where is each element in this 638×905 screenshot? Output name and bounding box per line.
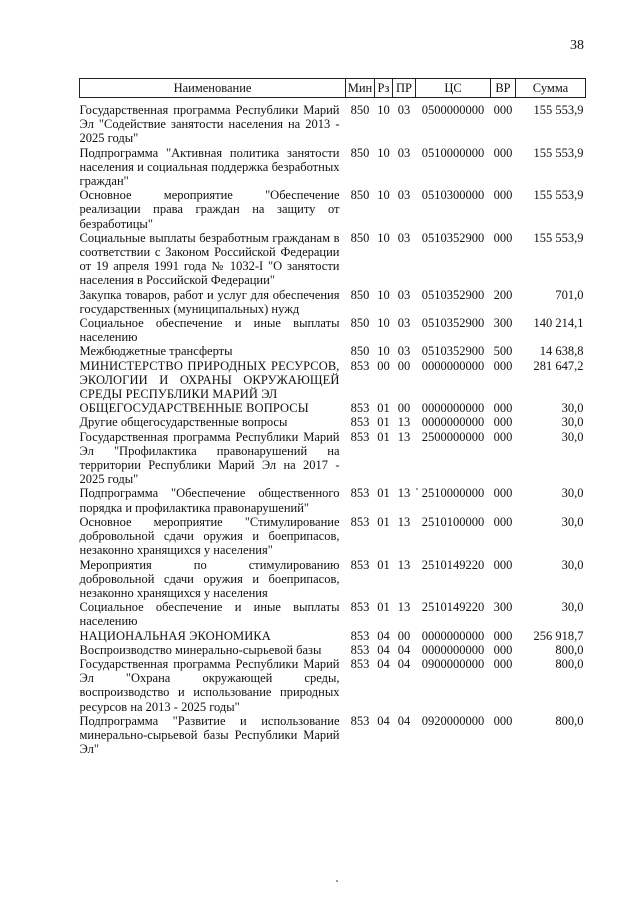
row-sum: 30,0 [561,415,584,430]
row-rz: 01 [377,600,390,615]
row-rz: 01 [377,401,390,416]
budget-table [79,78,586,756]
row-min: 853 [350,514,370,529]
row-pr: 03 [397,316,411,331]
row-sum: 800,0 [555,713,584,728]
row-min: 853 [350,358,370,373]
row-cs: 0900000000 [421,656,485,671]
row-sum: 30,0 [561,557,584,572]
row-name: ОБЩЕГОСУДАРСТВЕННЫЕ ВОПРОСЫ [79,401,309,416]
row-vr: 000 [493,486,513,501]
row-min: 853 [350,401,370,416]
row-cs: 0510352900 [421,287,485,302]
row-min: 850 [350,103,370,117]
row-rz: 01 [377,486,390,501]
table-row [80,188,586,231]
row-cs: 0920000000 [421,713,485,728]
row-pr: 03 [397,188,411,203]
table-row [80,401,586,415]
row-vr: 000 [493,188,513,203]
row-min: 850 [350,344,370,359]
row-vr: 000 [493,713,513,728]
row-vr: 500 [493,344,513,359]
table-row [80,231,586,288]
table-row [80,486,586,514]
table-row [80,629,586,643]
row-sum: 281 647,2 [533,358,584,373]
row-vr: 000 [493,628,513,643]
row-sum: 155 553,9 [533,188,584,203]
row-cs: 0000000000 [421,642,485,657]
table-row [80,359,586,402]
row-pr: 04 [397,642,411,657]
row-cs: 0510352900 [421,316,485,331]
row-cs: 0000000000 [421,358,485,373]
row-cs: 0510352900 [421,344,485,359]
row-rz: 01 [377,429,390,444]
row-name: Социальные выплаты безработным гражданам в соответствии с Законом Российской Федерации от 19 апреля 1991 года № 1032-I "О занятости населения в Российской Федерации" [79,230,340,288]
table-row [80,558,586,601]
row-sum: 155 553,9 [533,145,584,160]
row-vr: 000 [493,145,513,160]
row-cs: 2510000000 [421,486,485,501]
row-vr: 000 [493,415,513,430]
row-vr: 000 [493,358,513,373]
row-pr: 00 [397,628,411,643]
row-vr: 000 [493,514,513,529]
row-pr: 13 [397,429,411,444]
row-pr: 13 [397,557,411,572]
row-sum: 30,0 [561,401,584,416]
row-sum: 155 553,9 [533,230,584,245]
row-min: 853 [350,600,370,615]
row-cs: 0000000000 [421,628,485,643]
scan-speck [416,488,418,490]
row-rz: 10 [377,344,390,359]
table-row [80,657,586,714]
row-cs: 2510149220 [421,600,485,615]
row-sum: 14 638,8 [539,344,584,359]
row-sum: 140 214,1 [533,316,584,331]
row-pr: 04 [397,713,411,728]
row-pr: 00 [397,358,411,373]
row-rz: 01 [377,514,390,529]
table-row [80,146,586,189]
row-min: 853 [350,415,370,430]
row-vr: 000 [493,401,513,416]
row-cs: 0510000000 [421,145,485,160]
row-pr: 13 [397,415,411,430]
row-pr: 03 [397,344,411,359]
row-sum: 30,0 [561,514,584,529]
header-cs: ЦС [416,79,491,98]
row-vr: 000 [493,429,513,444]
row-vr: 000 [493,103,513,117]
row-name: Основное мероприятие "Стимулирование добровольной сдачи оружия и боеприпасов, незаконно хранящихся у населения" [79,514,340,558]
row-cs: 2510149220 [421,557,485,572]
row-min: 853 [350,557,370,572]
row-sum: 30,0 [561,600,584,615]
row-cs: 2510100000 [421,514,485,529]
row-sum: 155 553,9 [533,103,584,117]
table-row [80,714,586,757]
row-name: Социальное обеспечение и иные выплаты населению [79,600,340,629]
row-vr: 000 [493,557,513,572]
row-min: 853 [350,628,370,643]
row-name: Мероприятия по стимулированию добровольной сдачи оружия и боеприпасов, незаконно хранящихся у населения [79,557,340,600]
row-vr: 300 [493,600,513,615]
table-row [80,344,586,358]
row-name: Подпрограмма "Обеспечение общественного порядка и профилактика правонарушений" [79,486,340,515]
row-sum: 800,0 [555,656,584,671]
row-vr: 000 [493,642,513,657]
table-header [80,79,586,98]
table-row [80,103,586,146]
table-row [80,430,586,487]
row-min: 850 [350,145,370,160]
table-row [80,643,586,657]
row-name: МИНИСТЕРСТВО ПРИРОДНЫХ РЕСУРСОВ, ЭКОЛОГИИ И ОХРАНЫ ОКРУЖАЮЩЕЙ СРЕДЫ РЕСПУБЛИКИ МАРИЙ ЭЛ [79,358,340,402]
row-rz: 00 [377,358,390,373]
header-min: Мин [346,79,375,98]
row-rz: 01 [377,415,390,430]
row-pr: 03 [397,287,411,302]
row-min: 853 [350,656,370,671]
row-min: 850 [350,316,370,331]
row-name: Государственная программа Республики Марий Эл "Охрана окружающей среды, воспроизводство и использование природных ресурсов на 2013 - 2025 годы" [79,656,340,714]
row-cs: 0510300000 [421,188,485,203]
row-name: Межбюджетные трансферты [79,344,233,359]
row-name: Государственная программа Республики Марий Эл "Профилактика правонарушений на территории Республики Марий Эл на 2017 - 2025 годы" [79,429,340,487]
table-row [80,515,586,558]
table-row [80,600,586,628]
row-rz: 10 [377,316,390,331]
row-vr: 000 [493,230,513,245]
scan-speck [336,880,338,882]
row-min: 853 [350,429,370,444]
header-name: Наименование [80,79,346,98]
row-pr: 03 [397,230,411,245]
row-sum: 256 918,7 [533,628,584,643]
row-rz: 04 [377,713,390,728]
row-vr: 000 [493,656,513,671]
header-vr: ВР [491,79,516,98]
table-row [80,415,586,429]
row-min: 850 [350,287,370,302]
row-name: Подпрограмма "Развитие и использование минерально-сырьевой базы Республики Марий Эл" [79,713,340,757]
row-pr: 13 [397,486,411,501]
row-name: Основное мероприятие "Обеспечение реализации права граждан на защиту от безработицы" [79,188,340,231]
row-rz: 04 [377,642,390,657]
row-min: 850 [350,188,370,203]
page-number: 38 [570,38,584,53]
row-rz: 10 [377,145,390,160]
row-min: 853 [350,642,370,657]
row-rz: 01 [377,557,390,572]
row-name: Подпрограмма "Активная политика занятости населения и социальная поддержка безработных граждан" [79,145,340,189]
row-sum: 800,0 [555,642,584,657]
row-vr: 300 [493,316,513,331]
row-cs: 2500000000 [421,429,485,444]
row-sum: 701,0 [555,287,584,302]
row-pr: 04 [397,656,411,671]
table-row [80,316,586,344]
row-pr: 03 [397,145,411,160]
row-min: 853 [350,713,370,728]
row-pr: 13 [397,514,411,529]
row-name: Государственная программа Республики Марий Эл "Содействие занятости населения на 2013 - 2025 годы" [79,103,340,146]
row-min: 853 [350,486,370,501]
row-rz: 10 [377,230,390,245]
row-name: Социальное обеспечение и иные выплаты населению [79,316,340,345]
row-rz: 10 [377,287,390,302]
row-vr: 200 [493,287,513,302]
row-pr: 00 [397,401,411,416]
table-body [80,98,586,757]
row-rz: 04 [377,656,390,671]
row-pr: 13 [397,600,411,615]
row-pr: 03 [397,103,411,117]
row-min: 850 [350,230,370,245]
header-pr: ПР [393,79,416,98]
row-rz: 04 [377,628,390,643]
row-name: Воспроизводство минерально-сырьевой базы [79,642,322,657]
header-rz: Рз [375,79,393,98]
row-rz: 10 [377,103,390,117]
row-sum: 30,0 [561,429,584,444]
row-name: Закупка товаров, работ и услуг для обеспечения государственных (муниципальных) нужд [79,287,340,316]
row-cs: 0000000000 [421,401,485,416]
row-name: НАЦИОНАЛЬНАЯ ЭКОНОМИКА [79,628,271,643]
table-row [80,288,586,316]
row-name: Другие общегосударственные вопросы [79,415,288,430]
row-cs: 0500000000 [421,103,485,117]
row-sum: 30,0 [561,486,584,501]
row-cs: 0510352900 [421,230,485,245]
row-rz: 10 [377,188,390,203]
header-sum: Сумма [516,79,586,98]
row-cs: 0000000000 [421,415,485,430]
